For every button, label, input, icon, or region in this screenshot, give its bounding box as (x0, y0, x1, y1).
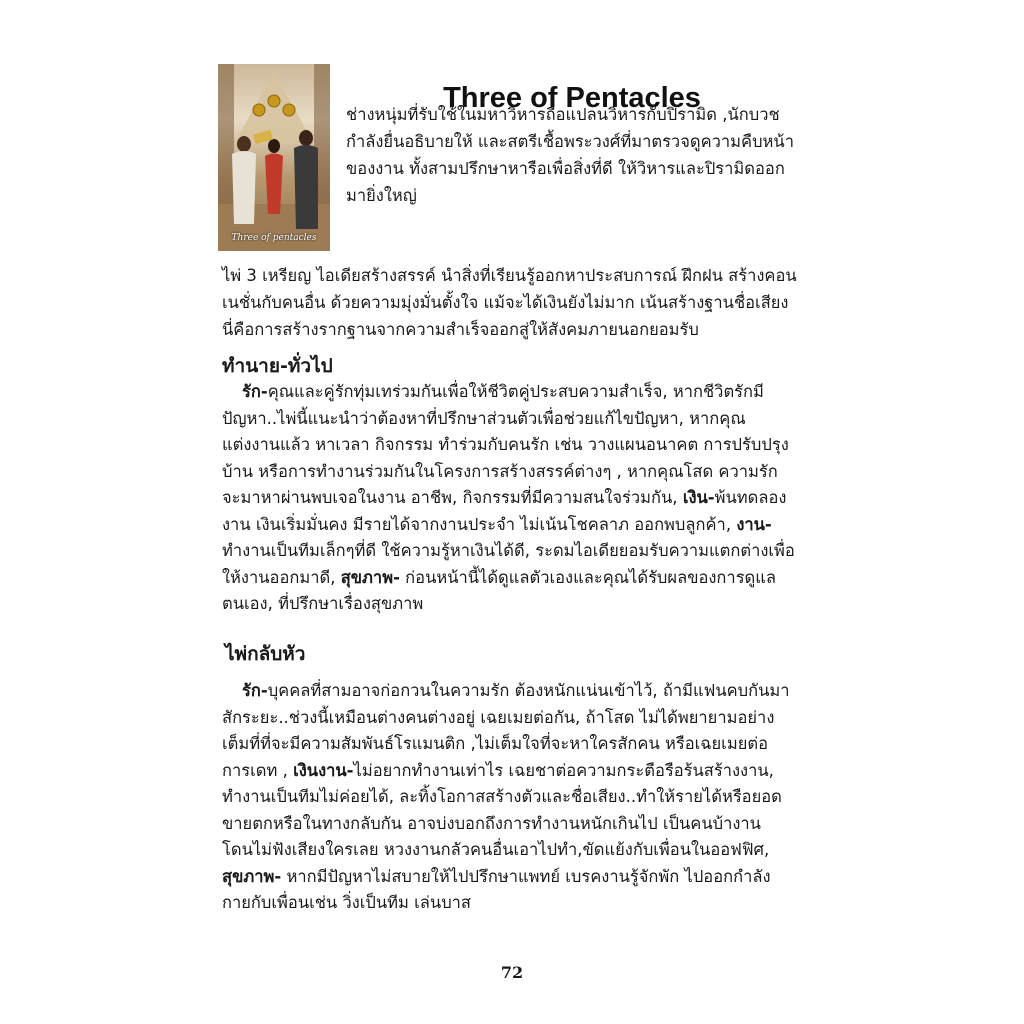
work-label: งาน- (736, 514, 772, 534)
health-label: สุขภาพ- (340, 567, 400, 587)
tarot-card-illustration (218, 64, 330, 251)
reversed-love-text: บุคคลที่สามอาจก่อกวนในความรัก ต้องหนักแน่นเข้าไว้, ถ้ามีแฟนคบกันมาสักระยะ..ช่วงนี้เหมือนต่างคนต่างอยู่ เฉยเมยต่อกัน, ถ้าโสด ไม่ได้พยายามอย่างเต็มที่ที่จะมีความสัมพันธ์โรแมนติก ,ไม่เต็มใจที่จะหาใครสักคน หรือเฉยเมยต่อการเดท , (222, 681, 790, 780)
love-label: รัก- (242, 382, 268, 401)
card-caption: Three of pentacles (231, 233, 317, 243)
money-text: พ้นทดลองงาน เงินเริ่มมั่นคง มีรายได้จากงานประจำ ไม่เน้นโชคลาภ ออกพบลูกค้า, (222, 488, 787, 534)
card-artwork (218, 64, 330, 251)
card-summary: ไพ่ 3 เหรียญ ไอเดียสร้างสรรค์ นำสิ่งที่เรียนรู้ออกหาประสบการณ์ ฝึกฝน สร้างคอนเนชั่นกับคนอื่น ด้วยความมุ่งมั่นตั้งใจ แม้จะได้เงินยังไม่มาก เน้นสร้างฐานชื่อเสียง นี่คือการสร้างรากฐานจากความสำเร็จออกสู่ให้สังคมภายนอกยอมรับ (222, 266, 797, 339)
love-text: คุณและคู่รักทุ่มเทร่วมกันเพื่อให้ชีวิตคู่ประสบความสำเร็จ, หากชีวิตรักมีปัญหา..ไพ่นี้แนะนำว่าต้องหาที่ปรึกษาส่วนตัวเพื่อช่วยแก้ไขปัญหา, หากคุณแต่งงานแล้ว หาเวลา กิจกรรม ทำร่วมกับคนรัก เช่น วางแผนอนาคต การปรับปรุงบ้าน หรือการทำงานร่วมกันในโครงการสร้างสรรค์ต่างๆ , หากคุณโสด ความรักจะมาหาผ่านพบเจอในงาน อาชีพ, กิจกรรมที่มีความสนใจร่วมกัน, (222, 382, 789, 507)
page-title: Three of Pentacles (443, 82, 701, 115)
page-number: 72 (500, 963, 524, 982)
reversed-reading-heading: ไพ่กลับหัว (225, 643, 306, 665)
health-text: ก่อนหน้านี้ได้ดูแลตัวเองและคุณได้รับผลของการดูแลตนเอง, ที่ปรึกษาเรื่องสุขภาพ (222, 567, 777, 613)
card-description: ช่างหนุ่มที่รับใช้ในมหาวิหารถือแปลนวิหารกับปิรามิด ,นักบวช กำลังยื่นอธิบายให้ และสตรีเชื้อพระวงศ์ที่มาตรวจดูความคืบหน้าของงาน ทั้งสามปรึกษาหารือเพื่อสิ่งที่ดี ให้วิหารและปิรามิดออกมายิ่งใหญ่ (346, 105, 794, 205)
reversed-health-text: หากมีปัญหาไม่สบายให้ไปปรึกษาแพทย์ เบรคงานรู้จักพัก ไปออกกำลังกายกับเพื่อนเช่น วิ่งเป็นทีม เล่นบาส (222, 866, 771, 912)
work-text: ทำงานเป็นทีมเล็กๆที่ดี ใช้ความรู้หาเงินได้ดี, ระดมไอเดียยอมรับความแตกต่างเพื่อให้งานออกมาดี, (222, 541, 795, 587)
reversed-money-work-label: เงินงาน- (293, 760, 354, 780)
reversed-health-label: สุขภาพ- (222, 866, 282, 886)
reversed-love-label: รัก- (242, 681, 268, 700)
money-label: เงิน- (682, 488, 715, 507)
general-reading-heading: ทำนาย-ทั่วไป (222, 355, 333, 377)
reversed-reading-text (222, 678, 796, 917)
general-reading-text (222, 379, 796, 618)
reversed-money-work-text: ไม่อยากทำงานเท่าไร เฉยชาต่อความกระตือรือร้นสร้างงาน, ทำงานเป็นทีมไม่ค่อยได้, ละทิ้งโอกาสสร้างตัวและชื่อเสียง..ทำให้รายได้หรือยอดขายตกหรือในทางกลับกัน อาจบ่งบอกถึงการทำงานหนักเกินไป เป็นคนบ้างาน โดนไม่ฟังเสียงใครเลย หวงงานกลัวคนอื่นเอาไปทำ,ขัดแย้งกับเพื่อนในออฟฟิศ, (222, 760, 782, 859)
